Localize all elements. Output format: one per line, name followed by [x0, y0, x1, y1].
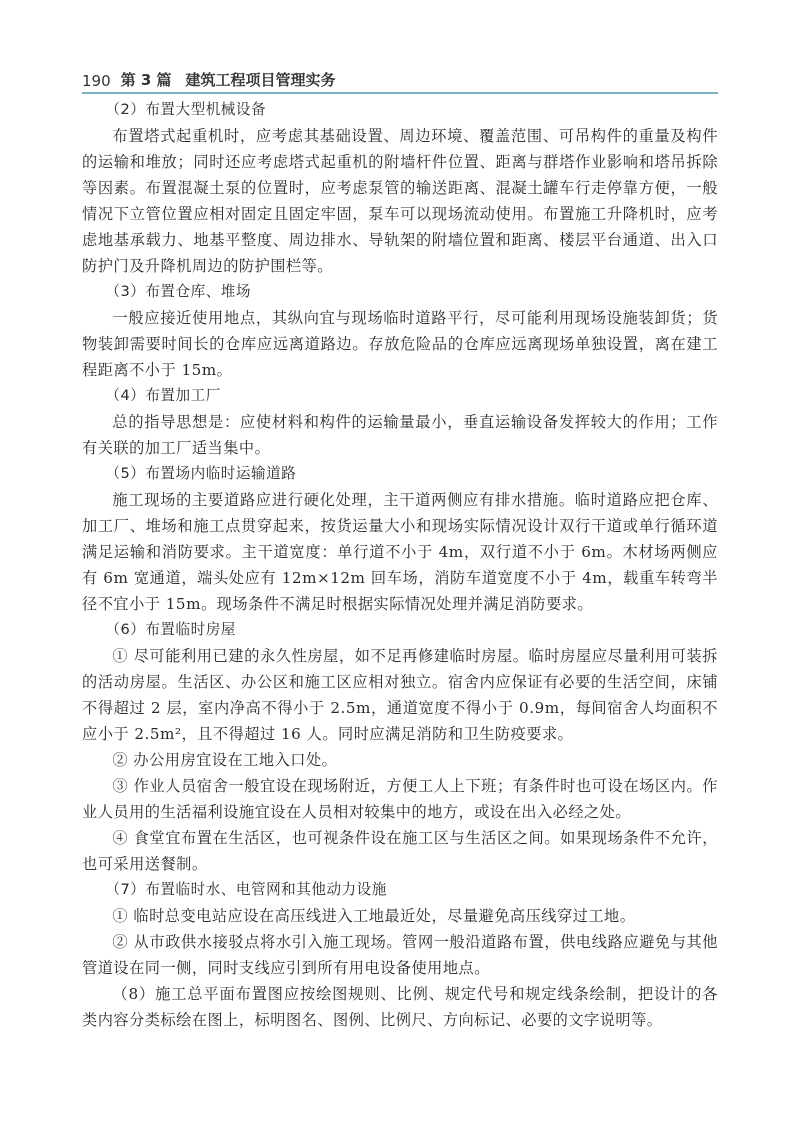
heading-5: （5）布置场内临时运输道路: [105, 465, 297, 482]
heading-7: （7）布置临时水、电管网和其他动力设施: [105, 881, 387, 898]
heading-6: （6）布置临时房屋: [105, 621, 236, 638]
heading-2: （2）布置大型机械设备: [105, 101, 267, 118]
header-rule: [82, 92, 718, 94]
paragraph-6-2: ② 办公用房宜设在工地入口处。: [112, 751, 338, 769]
paragraph-7-2: ② 从市政供水接驳点将水引入施工现场。管网一般沿道路布置，供电线路应避免与其他管道设在同一侧，同时支线应引到所有用电设备使用地点。: [82, 933, 718, 977]
paragraph-8: （8）施工总平面布置图应按绘图规则、比例、规定代号和规定线条绘制，把设计的各类内容分类标绘在图上，标明图名、图例、比例尺、方向标记、必要的文字说明等。: [82, 985, 718, 1029]
heading-3: （3）布置仓库、堆场: [105, 283, 251, 300]
page-header: [82, 62, 710, 90]
page-body: [82, 97, 718, 1033]
page-number: 190: [82, 72, 111, 90]
paragraph-2: 布置塔式起重机时，应考虑其基础设置、周边环境、覆盖范围、可吊构件的重量及构件的运输和堆放；同时还应考虑塔式起重机的附墙杆件位置、距离与群塔作业影响和塔吊拆除等因素。布置混凝土泵的位置时，应考虑泵管的输送距离、混凝土罐车行走停靠方便，一般情况下立管位置应相对固定且固定牢固，泵车可以现场流动使用。布置施工升降机时，应考虑地基承载力、地基平整度、周边排水、导轨架的附墙位置和距离、楼层平台通道、出入口防护门及升降机周边的防护围栏等。: [82, 127, 718, 275]
paragraph-6-4: ④ 食堂宜布置在生活区，也可视条件设在施工区与生活区之间。如果现场条件不允许，也可采用送餐制。: [82, 829, 718, 873]
paragraph-6-1: ① 尽可能利用已建的永久性房屋，如不足再修建临时房屋。临时房屋应尽量利用可装拆的活动房屋。生活区、办公区和施工区应相对独立。宿舍内应保证有必要的生活空间，床铺不得超过 2 层，室内净高不得小于 2.5m，通道宽度不得小于 0.9m，每间宿舍人均面积不应小于 2.5m²，且不得超过 16 人。同时应满足消防和卫生防疫要求。: [82, 647, 718, 743]
heading-4: （4）布置加工厂: [105, 387, 221, 404]
part-label: 第 3 篇: [120, 71, 172, 89]
paragraph-3: 一般应接近使用地点，其纵向宜与现场临时道路平行，尽可能利用现场设施装卸货；货物装卸需要时间长的仓库应远离道路边。存放危险品的仓库应远离现场单独设置，离在建工程距离不小于 15m。: [82, 309, 718, 379]
paragraph-5: 施工现场的主要道路应进行硬化处理，主干道两侧应有排水措施。临时道路应把仓库、加工厂、堆场和施工点贯穿起来，按货运量大小和现场实际情况设计双行干道或单行循环道满足运输和消防要求。主干道宽度：单行道不小于 4m，双行道不小于 6m。木材场两侧应有 6m 宽通道，端头处应有 12m×12m 回车场，消防车道宽度不小于 4m，载重车转弯半径不宜小于 15m。现场条件不满足时根据实际情况处理并满足消防要求。: [82, 491, 718, 613]
paragraph-7-1: ① 临时总变电站应设在高压线进入工地最近处，尽量避免高压线穿过工地。: [112, 907, 636, 925]
paragraph-6-3: ③ 作业人员宿舍一般宜设在现场附近，方便工人上下班；有条件时也可设在场区内。作业人员用的生活福利设施宜设在人员相对较集中的地方，或设在出入必经之处。: [82, 777, 718, 821]
book-section-title: 建筑工程项目管理实务: [185, 71, 336, 89]
paragraph-4: 总的指导思想是：应使材料和构件的运输量最小，垂直运输设备发挥较大的作用；工作有关联的加工厂适当集中。: [82, 413, 718, 457]
